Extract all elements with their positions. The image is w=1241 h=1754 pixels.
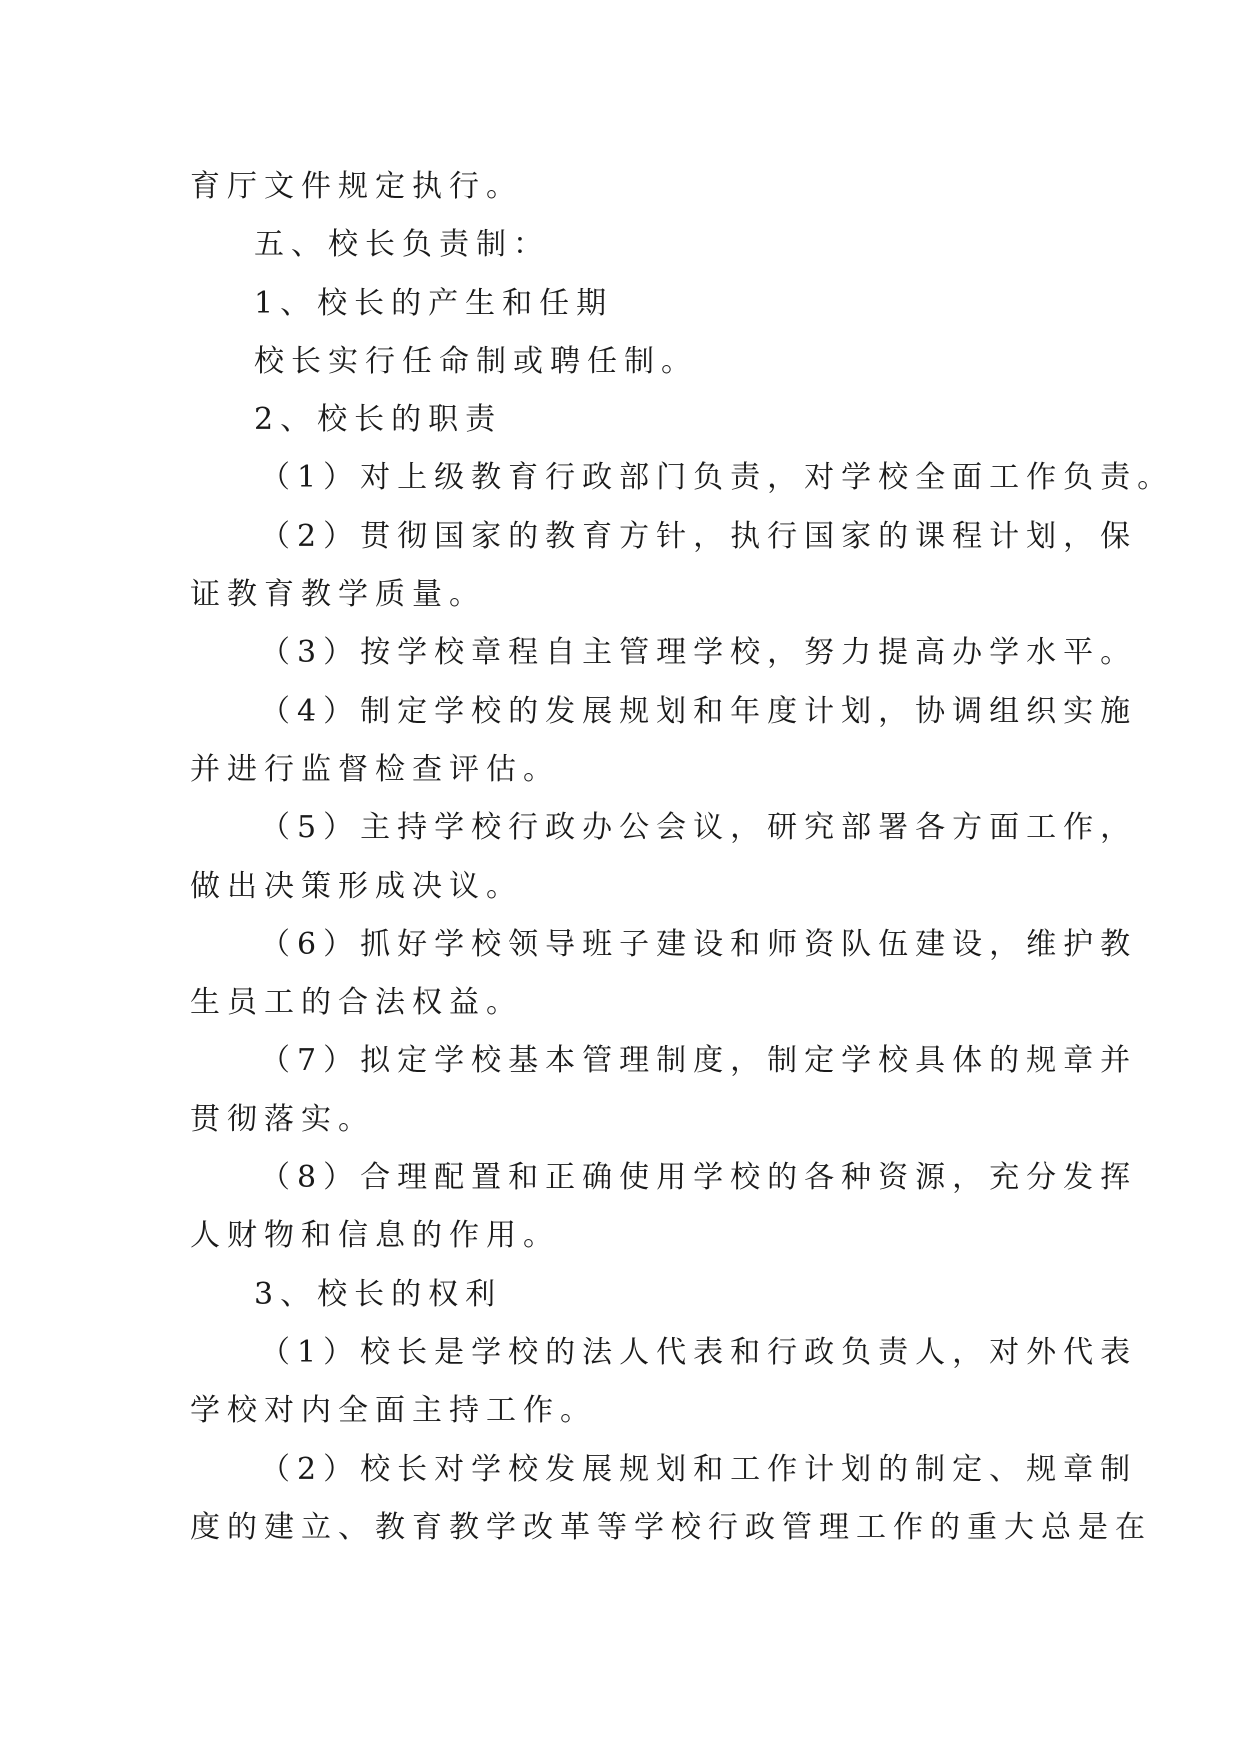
list-item-line: （2）校长对学校发展规划和工作计划的制定、规章制 bbox=[260, 1451, 1138, 1487]
list-item-continuation: 证教育教学质量。 bbox=[190, 577, 486, 613]
list-item-line: （4）制定学校的发展规划和年度计划，协调组织实施 bbox=[260, 693, 1138, 729]
list-item-continuation: 学校对内全面主持工作。 bbox=[190, 1393, 597, 1429]
list-item-line: （5）主持学校行政办公会议，研究部署各方面工作， bbox=[260, 810, 1138, 846]
list-item-continuation: 人财物和信息的作用。 bbox=[190, 1218, 560, 1254]
list-item-line: （8）合理配置和正确使用学校的各种资源，充分发挥 bbox=[260, 1160, 1138, 1196]
list-item-line: （3）按学校章程自主管理学校，努力提高办学水平。 bbox=[260, 635, 1138, 671]
list-item-continuation: 贯彻落实。 bbox=[190, 1101, 375, 1137]
subheading-rights: 3、校长的权利 bbox=[254, 1276, 503, 1312]
paragraph-line: 校长实行任命制或聘任制。 bbox=[254, 343, 698, 379]
section-heading-five: 五、校长负责制： bbox=[254, 227, 550, 263]
list-item-line: （7）拟定学校基本管理制度，制定学校具体的规章并 bbox=[260, 1043, 1138, 1079]
list-item-continuation: 做出决策形成决议。 bbox=[190, 868, 523, 904]
list-item-line: （2）贯彻国家的教育方针，执行国家的课程计划，保 bbox=[260, 518, 1138, 554]
subheading-appointment: 1、校长的产生和任期 bbox=[254, 285, 614, 321]
subheading-duties: 2、校长的职责 bbox=[254, 402, 503, 438]
list-item-line: （1）对上级教育行政部门负责，对学校全面工作负责。 bbox=[260, 460, 1175, 496]
document-body bbox=[190, 158, 1175, 1557]
list-item-continuation: 度的建立、教育教学改革等学校行政管理工作的重大总是在 bbox=[190, 1509, 1152, 1545]
list-item-continuation: 生员工的合法权益。 bbox=[190, 985, 523, 1021]
list-item-continuation: 并进行监督检查评估。 bbox=[190, 751, 560, 787]
list-item-line: （6）抓好学校领导班子建设和师资队伍建设，维护教 bbox=[260, 926, 1138, 962]
text-line-continuation: 育厅文件规定执行。 bbox=[190, 169, 523, 204]
list-item-line: （1）校长是学校的法人代表和行政负责人，对外代表 bbox=[260, 1334, 1138, 1370]
